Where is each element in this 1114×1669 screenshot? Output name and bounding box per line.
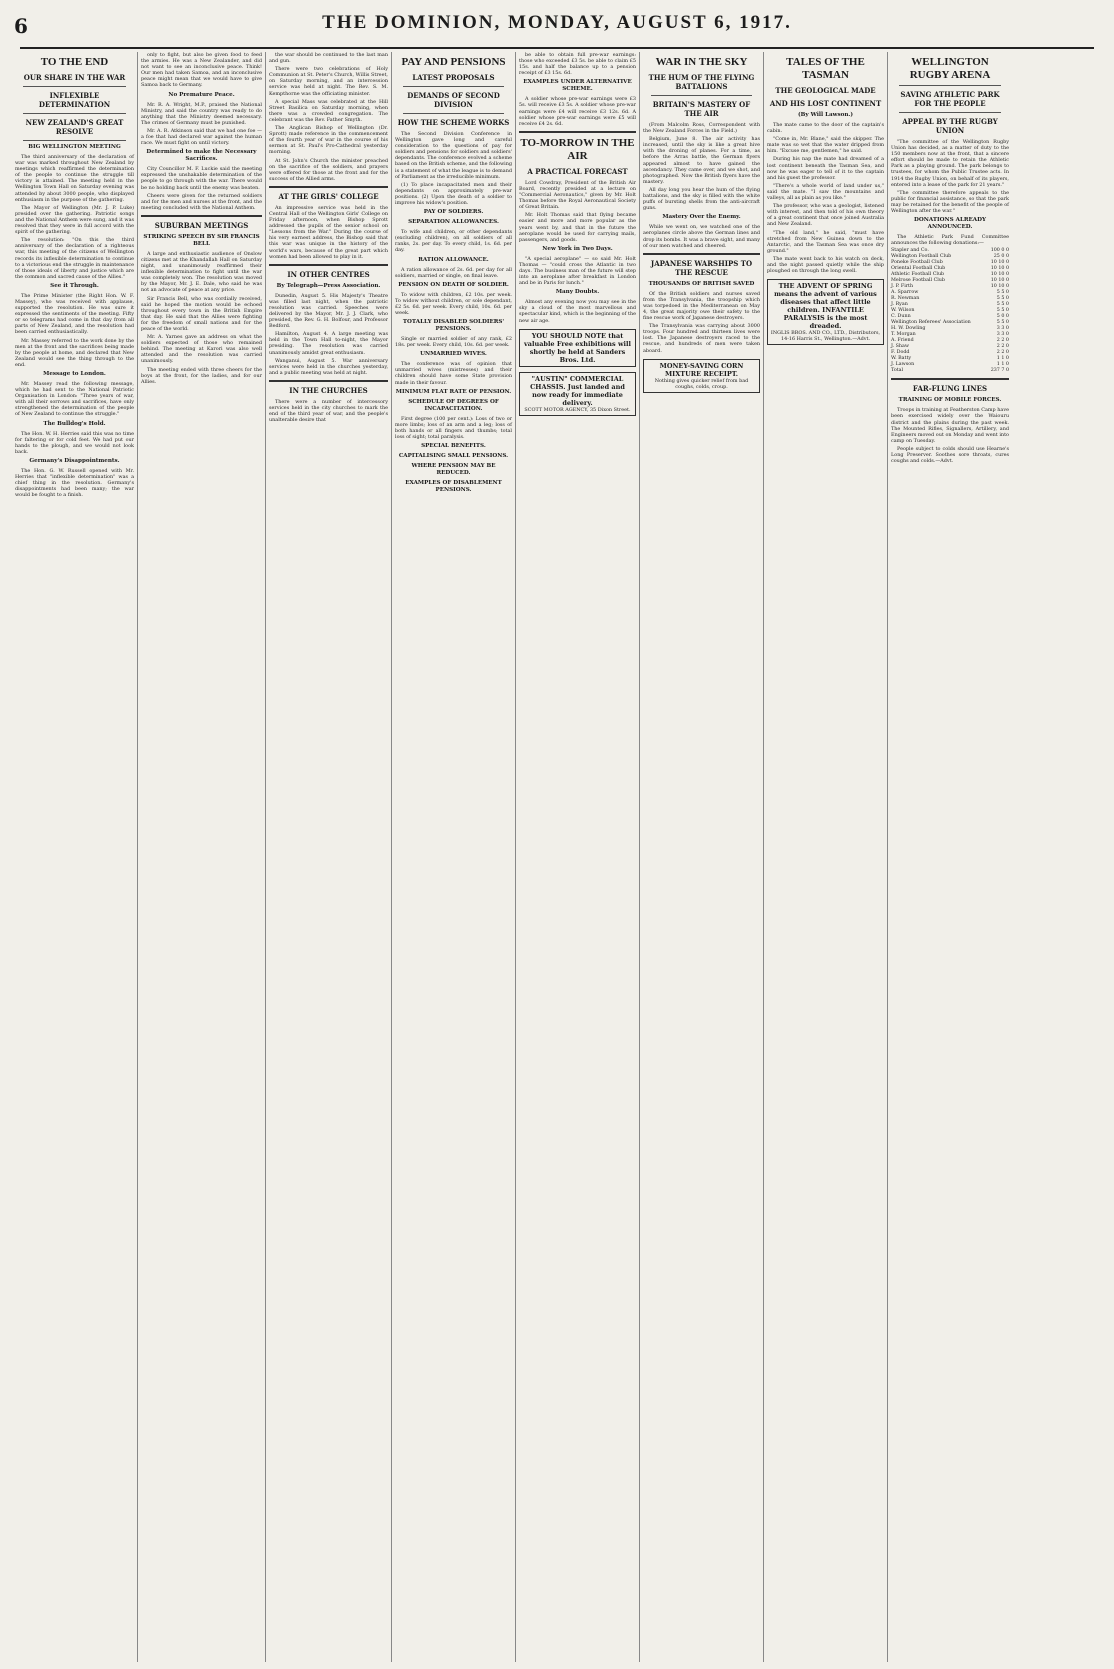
paragraph: Sir Francis Bell, who was cordially received, said he hoped the motion would be echoed throughout every town in the British Empire that day. He said that the Allies were fighting for the freedom of small nations and for the peace of the world.: [141, 295, 262, 332]
paragraph: "The committee therefore appeals to the public for financial assistance, so that the park may be retained for the benefit of the people of Wellington after the war.": [891, 189, 1009, 215]
donation-amount: 3 3 0: [996, 332, 1009, 338]
column-2: [138, 52, 266, 1662]
donation-amount: 2 2 0: [996, 338, 1009, 344]
paragraph: be able to obtain full pre-war earnings: those who exceeded £3 5s. be able to claim £5 15s. and half the balance up to a pension receipt of £3 15s. 6d.: [519, 52, 636, 77]
donor-name: H. W. Dowling: [891, 326, 926, 332]
donation-amount: 1 1 0: [996, 362, 1009, 368]
donation-amount: 1 1 0: [996, 356, 1009, 362]
divider: [23, 140, 126, 141]
donor-name: J. Ryan: [891, 302, 908, 308]
donation-amount: 10 10 0: [990, 260, 1009, 266]
subhead: Germany's Disappointments.: [29, 457, 120, 464]
donation-amount: 5 5 0: [996, 290, 1009, 296]
subhead: SAVING ATHLETIC PARK FOR THE PEOPLE: [900, 90, 1000, 108]
subhead: MINIMUM FLAT RATE OF PENSION.: [395, 388, 512, 395]
subhead: AND HIS LOST CONTINENT: [769, 99, 882, 108]
donor-name: Poneke Football Club: [891, 260, 943, 266]
paragraph: Of the British soldiers and nurses saved from the Transylvania, the troopship which was torpedoed in the Mediterranean on May 4, the great majority owe their safety to the fine rescue work of Japanese destroyers.: [643, 290, 760, 322]
donor-name: A. Sparrow: [891, 290, 919, 296]
paragraph: Cheers were given for the returned soldiers and for the men and nurses at the front, and the meeting concluded with the National Anthem.: [141, 192, 262, 211]
donation-amount: 2 2 0: [996, 350, 1009, 356]
subhead: BIG WELLINGTON MEETING: [28, 144, 121, 150]
paragraph: The Mayor of Wellington (Mr. J. P. Luke) presided over the gathering. Patriotic songs and the National Anthem were sung, and it was resolved that they were in full accord with the spirit of the gathering.: [15, 204, 134, 236]
paragraph: only to fight, but also be given food to feed the armies. He was a New Zealander, and did not want to see an inconclusive peace. Think! Our men had taken Samoa, and an inconclusive peace might mean that we would have to give Samoa back to Germany.: [141, 52, 262, 89]
ad-text: "AUSTIN" COMMERCIAL CHASSIS. Just landed and now ready for immediate delivery.: [530, 374, 625, 407]
subhead: SEPARATION ALLOWANCES.: [408, 219, 499, 226]
paragraph: To widow with children, £2 10s. per week. To widow without children, or sole dependant, £2 5s. 6d. per week. Every child, 10s. 6d. per week.: [395, 291, 512, 316]
paragraph: To wife and children, or other dependants (excluding children), on all soldiers of all ranks, 2s. per day. To every child, 1s. 6d. per day.: [395, 229, 512, 254]
column-7: [764, 52, 888, 1662]
donor-name: J. P. Firth: [891, 284, 914, 290]
paragraph: The third anniversary of the declaration of war was marked throughout New Zealand by meetings which reaffirmed the determination of the people to continue the struggle till victory is attained. The meeting held in the Wellington Town Hall on Saturday evening was attended by about 3000 people, who displayed enthusiasm in the purpose of the gathering.: [15, 154, 134, 203]
subhead: The Bulldog's Hold.: [43, 420, 106, 427]
subhead: SUBURBAN MEETINGS: [154, 220, 249, 230]
paragraph: An impressive service was held in the Central Hall of the Wellington Girls' College on Friday afternoon, when Bishop Sprott addressed the pupils of the senior school on "Lessons from the War." During the course of his very earnest address, the Bishop said that this war was unique in the history of the world's wars, because of the great part which women had been allowed to play in it.: [269, 204, 388, 260]
donor-name: J. Shaw: [891, 344, 909, 350]
paragraph: (1) To place incapacitated men and their dependants on approximately pre-war positions. (2) Upon the death of a soldier to improve his widow's position.: [395, 181, 512, 207]
paragraph: There were a number of intercessory services held in the city churches to mark the end of the third year of war, and the people's unalterable desire that: [269, 398, 388, 424]
subhead: IN THE CHURCHES: [289, 385, 368, 395]
subhead: Message to London.: [43, 371, 106, 377]
donor-name: C. Dunn: [891, 314, 911, 320]
paragraph: "The committee of the Wellington Rugby Union has decided, as a matter of duty to the 150 members now at the front, that a sincere effort should be made to retain the Athletic Park as a playing ground. The park belongs to trustees, for whom the Public Trustee acts. In 1914 the Rugby Union, on behalf of its players, entered into a lease of the park for 21 years.": [891, 139, 1009, 188]
ad-text: THE ADVENT OF SPRING means the advent of various diseases that affect little children. INFANTILE PARALYSIS is the most dreaded.: [774, 282, 877, 331]
headline-war-in-the-sky: WAR IN THE SKY: [655, 56, 748, 68]
subhead: TRAINING OF MOBILE FORCES.: [898, 397, 1002, 404]
paragraph: Mr. Massey referred to the work done by the men at the front and the sacrifices being made by the people at home, and declared that New Zealand would see the thing through to the end.: [15, 337, 134, 368]
divider: [403, 86, 504, 87]
column-8: [888, 52, 1012, 1662]
donor-name: Athletic Football Club: [891, 272, 945, 278]
column-3: [266, 52, 392, 1662]
paragraph: A special Mass was celebrated at the Hill Street Basilica on Saturday morning, when there was a crowded congregation. The celebrant was the Rev. Father Smyth.: [269, 98, 388, 123]
donations-table: [891, 248, 1009, 374]
paragraph: During his nap the mate had dreamed of a lost continent beneath the Tasman Sea, and now he was eager to tell of it to the captain and his guest the professor.: [767, 156, 884, 181]
paragraph: The Hon. G. W. Russell opened with Mr. Herries that "inflexible determination" was a chief thing in the resolution. Germany's disappointments had been many; the war would be fought to a finish.: [15, 467, 134, 499]
paragraph: Belgium, June 8. The air activity has increased, until the sky is like a great hive with the droning of planes. For a time, as before the Arras battle, the German flyers appeared almost to have gained the ascendancy. They came over, and we shot, and photographed. Now the British flyers have the mastery.: [643, 136, 760, 185]
paragraph: The Transylvania was carrying about 3000 troops. Four hundred and thirteen lives were lost. The Japanese destroyers raced to the rescue, and hundreds of men were taken aboard.: [643, 323, 760, 354]
paragraph: Lord Cowdray, President of the British Air Board, recently presided at a lecture on "Commercial Aeronautics," given by Mr. Holt Thomas before the Royal Aeronautical Society of Great Britain.: [519, 179, 636, 211]
subhead: PENSION ON DEATH OF SOLDIER.: [398, 281, 509, 288]
paragraph: Hamilton, August 4. A large meeting was held in the Town Hall to-night, the Mayor presiding. The resolution was carried unanimously amidst great enthusiasm.: [269, 331, 388, 356]
subhead: BRITAIN'S MASTERY OF THE AIR: [652, 100, 751, 118]
paragraph: The Hon. W. H. Herries said this was no time for faltering or for cold feet. We had put our hands to the plough, and we would not look back.: [15, 430, 134, 455]
paragraph: the war should be continued to the last man and gun.: [269, 52, 388, 65]
subhead: THOUSANDS OF BRITISH SAVED: [648, 280, 755, 287]
paragraph: "The old land," he said, "must have stretched from New Guinea down to the Antarctic, and the Tasman Sea was once dry ground.": [767, 229, 884, 254]
subhead: By Telegraph—Press Association.: [276, 282, 381, 289]
column-5: [516, 52, 640, 1662]
paragraph: The Prime Minister (the Right Hon. W. F. Massey), who was received with applause, supported the resolution. He was sure it expressed the sentiments of the meeting. Fifty or so telegrams had come in that day from all parts of New Zealand, and the resolution had been carried enthusiastically.: [15, 292, 134, 336]
subhead: IN OTHER CENTRES: [287, 269, 370, 279]
paragraph: The conference was of opinion that unmarried wives (mistresses) and their children should have some State provision made in their favour.: [395, 361, 512, 386]
donor-name: F. Dodd: [891, 350, 910, 356]
divider: [23, 113, 126, 114]
headline-pay-and-pensions: PAY AND PENSIONS: [401, 56, 506, 68]
paragraph: A soldier whose pre-war earnings were £3 5s. will receive £3 5s. A soldier whose pre-war earnings were £4 will receive £3 12s. 6d. A soldier whose pre-war earnings were £5 will receive £4 2s. 6d.: [519, 96, 636, 127]
donor-name: A. Friend: [891, 338, 914, 344]
paragraph: The Anglican Bishop of Wellington (Dr. Sprott) made reference in the commencement of the fourth year of war in the course of his sermon at St. Paul's Pro-Cathedral yesterday morning.: [269, 125, 388, 156]
donation-amount: 5 5 0: [996, 302, 1009, 308]
newspaper-title: THE DOMINION, MONDAY, AUGUST 6, 1917.: [322, 12, 792, 33]
donation-amount: 10 10 0: [990, 266, 1009, 272]
subhead: THE HUM OF THE FLYING BATTALIONS: [648, 73, 755, 91]
paragraph: "Come in, Mr. Blane," said the skipper. The mate was so wet that the water dripped from him. "Excuse me, gentlemen," he said.: [767, 136, 884, 155]
subhead: SPECIAL BENEFITS.: [421, 443, 486, 449]
divider: [269, 380, 388, 382]
divider: [899, 85, 1001, 86]
donations-body: [891, 248, 1009, 368]
subhead: AT THE GIRLS' COLLEGE: [278, 191, 379, 201]
subhead: Determined to make the Necessary Sacrifices.: [146, 149, 257, 163]
column-6: [640, 52, 764, 1662]
subhead: HOW THE SCHEME WORKS: [397, 118, 510, 127]
donation-amount: 5 5 0: [996, 308, 1009, 314]
paragraph: First degree (100 per cent.): Loss of two or more limbs; loss of an arm and a leg; loss of both hands or all fingers and thumbs; total loss of sight; total paralysis.: [395, 415, 512, 440]
paragraph: The Athletic Park Fund Committee announces the following donations:—: [891, 234, 1009, 247]
subhead: EXAMPLES OF DISABLEMENT PENSIONS.: [405, 480, 502, 493]
subhead: OUR SHARE IN THE WAR: [23, 73, 126, 82]
donor-name: J. Lawson: [891, 362, 915, 368]
subhead: PAY OF SOLDIERS.: [423, 209, 484, 216]
headline-tales-of-the-tasman: TALES OF THE TASMAN: [786, 56, 865, 81]
divider: [891, 378, 1009, 380]
paragraph: Mr. A. Yarnes gave an address on what the soldiers expected of those who remained behind. The meeting at Karori was also well attended and the resolution was carried unanimously.: [141, 334, 262, 365]
paragraph: Mr. Massey read the following message, which he had sent to the National Patriotic Organisation in London: "Three years of war, with all their sorrows and sacrifices, have only strengthened the determination of the people of New Zealand to continue the struggle.": [15, 381, 134, 418]
headline-to-the-end: TO THE END: [40, 56, 109, 68]
subhead: INFLEXIBLE DETERMINATION: [38, 91, 111, 109]
subhead: APPEAL BY THE RUGBY UNION: [902, 117, 998, 135]
divider: [23, 86, 126, 87]
paragraph: Mr. Holt Thomas said that flying became easier and more and more popular as the years went by, and that in the future the aeroplane would be used for carrying mails, passengers, and goods.: [519, 212, 636, 243]
subhead: Many Doubts.: [555, 289, 600, 296]
paragraph: City Councillor M. F. Luckie said the meeting expressed the unshakable determination of the people to go through with the war. There would be no holding back until the enemy was beaten.: [141, 166, 262, 191]
divider: [141, 215, 262, 217]
headline-wellington-rugby-arena: WELLINGTON RUGBY ARENA: [909, 56, 991, 81]
donor-name: Wellington Football Club: [891, 254, 952, 260]
paragraph: (From Malcolm Ross, Correspondent with the New Zealand Forces in the Field.): [643, 122, 760, 135]
subhead: See it Through.: [50, 282, 99, 289]
total-value: 237 7 0: [990, 368, 1009, 374]
ad-text: Nothing gives quicker relief from bad coughs, colds, croup.: [654, 377, 749, 390]
paragraph: While we went on, we watched one of the aeroplanes circle above the German lines and drop its bombs. It was a brave sight, and many of our men watched and cheered.: [643, 224, 760, 249]
advertisement: [767, 279, 884, 345]
donor-name: Stapler and Co.: [891, 248, 929, 254]
divider: [643, 253, 760, 255]
donation-amount: 100 0 0: [990, 248, 1009, 254]
divider: [899, 112, 1001, 113]
ad-text: SCOTT MOTOR AGENCY, 35 Dixon Street.: [524, 406, 631, 413]
donation-amount: 25 0 0: [993, 254, 1009, 260]
paragraph: The mate went back to his watch on deck, and the night passed quietly while the ship ploughed on through the long swell.: [767, 255, 884, 275]
divider: [651, 95, 752, 96]
donor-name: Oriental Football Club: [891, 266, 946, 272]
subhead: DONATIONS ALREADY ANNOUNCED.: [914, 217, 986, 231]
paragraph: A ration allowance of 2s. 6d. per day for all soldiers, married or single, on final leave.: [395, 266, 512, 279]
paragraph: A large and enthusiastic audience of Onslow citizens met at the Khandallah Hall on Saturday night, and unanimously reaffirmed their inflexible determination to fight until the war was completely won. The resolution was moved by the Mayor, Mr. J. E. Dale, who said he was not an advocate of peace at any price.: [141, 250, 262, 294]
paragraph: The resolution: "On this the third anniversary of the declaration of a righteous war, this meeting of the citizens of Wellington records its inflexible determination to continue to a victorious end the struggle in maintenance of those ideals of liberty and justice which are the common and sacred cause of the Allies.": [15, 237, 134, 280]
total-label: Total: [891, 368, 904, 374]
subhead: EXAMPLES UNDER ALTERNATIVE SCHEME.: [523, 79, 632, 93]
paragraph: "There's a whole world of land under us," said the mate. "I saw the mountains and valleys, all as plain as you like.": [767, 182, 884, 202]
paragraph: The mate came to the door of the captain's cabin.: [767, 122, 884, 135]
paragraph: Mr. A. R. Atkinson said that we had one foe — a foe that had declared war against the human race. We must fight on until victory.: [141, 127, 262, 147]
subhead: CAPITALISING SMALL PENSIONS.: [398, 453, 509, 459]
advertisement: [519, 372, 636, 416]
donations-total-row: [891, 368, 1009, 374]
subhead: No Premature Peace.: [168, 91, 235, 98]
paragraph: The professor, who was a geologist, listened with interest, and then told of his own theory of a great continent that once joined Australia and New Zealand.: [767, 203, 884, 228]
masthead-rule: [20, 47, 1094, 49]
page-number: 6: [14, 14, 28, 38]
columns: [12, 52, 1102, 1662]
donation-amount: 2 2 0: [996, 344, 1009, 350]
donation-amount: 10 10 0: [990, 284, 1009, 290]
ad-text: YOU SHOULD NOTE that valuable Free exhibitions will shortly be held at Sanders Bros. Ltd.: [524, 331, 631, 364]
subhead: LATEST PROPOSALS: [412, 73, 495, 82]
donation-amount: 10 10 0: [990, 272, 1009, 278]
donor-name: Wellington Referees' Association: [891, 320, 971, 326]
divider: [269, 186, 388, 188]
subhead: THE GEOLOGICAL MADE: [775, 86, 876, 95]
advertisement: [643, 359, 760, 393]
subhead: STRIKING SPEECH BY SIR FRANCIS BELL: [143, 233, 260, 247]
donor-name: Melrose Football Club: [891, 278, 945, 284]
subhead: TOTALLY DISABLED SOLDIERS' PENSIONS.: [402, 319, 505, 333]
paragraph: Dunedin, August 5. His Majesty's Theatre was filled last night, when the patriotic resolution was carried. Speeches were delivered by the Mayor, Mr. J. J. Clark, who presided, the Rev. G. H. Bolfour, and Professor Bedford.: [269, 292, 388, 330]
subhead: FAR-FLUNG LINES: [912, 384, 988, 394]
paragraph: People subject to colds should use Hearne's Long Preserver. Soothes sore throats, cures coughs and colds.—Advt.: [891, 445, 1009, 465]
advertisement: [519, 329, 636, 367]
byline: (By Will Lawson.): [798, 112, 853, 118]
paragraph: All day long you hear the hum of the flying battalions, and the sky is filled with the white puffs of bursting shells from the anti-aircraft guns.: [643, 186, 760, 212]
paragraph: Almost any evening now you may see in the sky a cloud of the most marvellous and spectacular kind, which is the beginning of the new air age.: [519, 299, 636, 324]
paragraph: The meeting ended with three cheers for the boys at the front, for the ladies, and for our Allies.: [141, 366, 262, 385]
donation-amount: 10 10 0: [990, 278, 1009, 284]
paragraph: Troops in training at Featherston Camp have been exercised widely over the Waiouru district and the plains during the past week. The Mounted Rifles, Signallers, Artillery, and Engineers moved out on Monday and went into camp on Tuesday.: [891, 407, 1009, 444]
divider: [269, 264, 388, 266]
donation-amount: 5 0 0: [996, 314, 1009, 320]
subhead: SCHEDULE OF DEGREES OF INCAPACITATION.: [408, 398, 499, 412]
donor-name: R. Newman: [891, 296, 920, 302]
paragraph: The Second Division Conference in Wellington gave long and careful consideration to the questions of pay for soldiers and pensions for soldiers and soldiers' dependants. The conference evolved a scheme based on the British scheme, and the following is a statement of what the league is to demand of Parliament as the irreducible minimum.: [395, 131, 512, 180]
divider: [403, 113, 504, 114]
subhead: NEW ZEALAND'S GREAT RESOLVE: [25, 118, 124, 136]
paragraph: Mr. R. A. Wright, M.P., praised the National Ministry, and said the country was ready to do anything that the Ministry deemed necessary. The crimes of Germany must be punished.: [141, 101, 262, 126]
subhead: UNMARRIED WIVES.: [420, 351, 487, 358]
column-4: [392, 52, 516, 1662]
masthead: [0, 0, 1114, 50]
donor-name: W. Wilson: [891, 308, 915, 314]
subhead: WHERE PENSION MAY BE REDUCED.: [411, 463, 496, 476]
subhead: JAPANESE WARSHIPS TO THE RESCUE: [650, 258, 753, 277]
subhead: RATION ALLOWANCE.: [418, 256, 489, 263]
paragraph: Wanganui, August 5. War anniversary services were held in the churches yesterday, and a public meeting was held at night.: [269, 357, 388, 376]
column-1: [12, 52, 138, 1662]
subhead: DEMANDS OF SECOND DIVISION: [407, 91, 500, 109]
paragraph: At St. John's Church the minister preached on the sacrifice of the soldiers, and prayers were offered for those at the front and for the success of the Allied arms.: [269, 157, 388, 182]
headline-to-morrow-in-the-air: TO-MORROW IN THE AIR: [520, 136, 635, 162]
ad-text: INGLIS BROS. AND CO., LTD., Distributors, 14-16 Harris St., Wellington.—Advt.: [770, 330, 881, 343]
paragraph: "A special aeroplane" — so said Mr. Holt Thomas — "could cross the Atlantic in two days. The business man of the future will step into an aeroplane after breakfast in London and be in Paris for lunch.": [519, 255, 636, 287]
donation-amount: 3 3 0: [996, 326, 1009, 332]
donor-name: T. Morgan: [891, 332, 916, 338]
donor-name: W. Batty: [891, 356, 912, 362]
paragraph: There were two celebrations of Holy Communion at St. Peter's Church, Willis Street, on Saturday morning, and an intercession service was held at night. The Rev. S. M. Kempthorne was the officiating minister.: [269, 66, 388, 97]
donation-amount: 5 5 0: [996, 320, 1009, 326]
ad-text: MONEY-SAVING CORN MIXTURE RECEIPT.: [659, 361, 744, 378]
subhead: A PRACTICAL FORECAST: [527, 166, 628, 176]
divider: [519, 131, 636, 133]
subhead: Mastery Over the Enemy.: [662, 214, 741, 221]
donation-amount: 5 5 0: [996, 296, 1009, 302]
paragraph: Single or married soldier of any rank, £2 18s. per week. Every child, 10s. 6d. per week.: [395, 336, 512, 349]
subhead: New York in Two Days.: [542, 245, 613, 252]
